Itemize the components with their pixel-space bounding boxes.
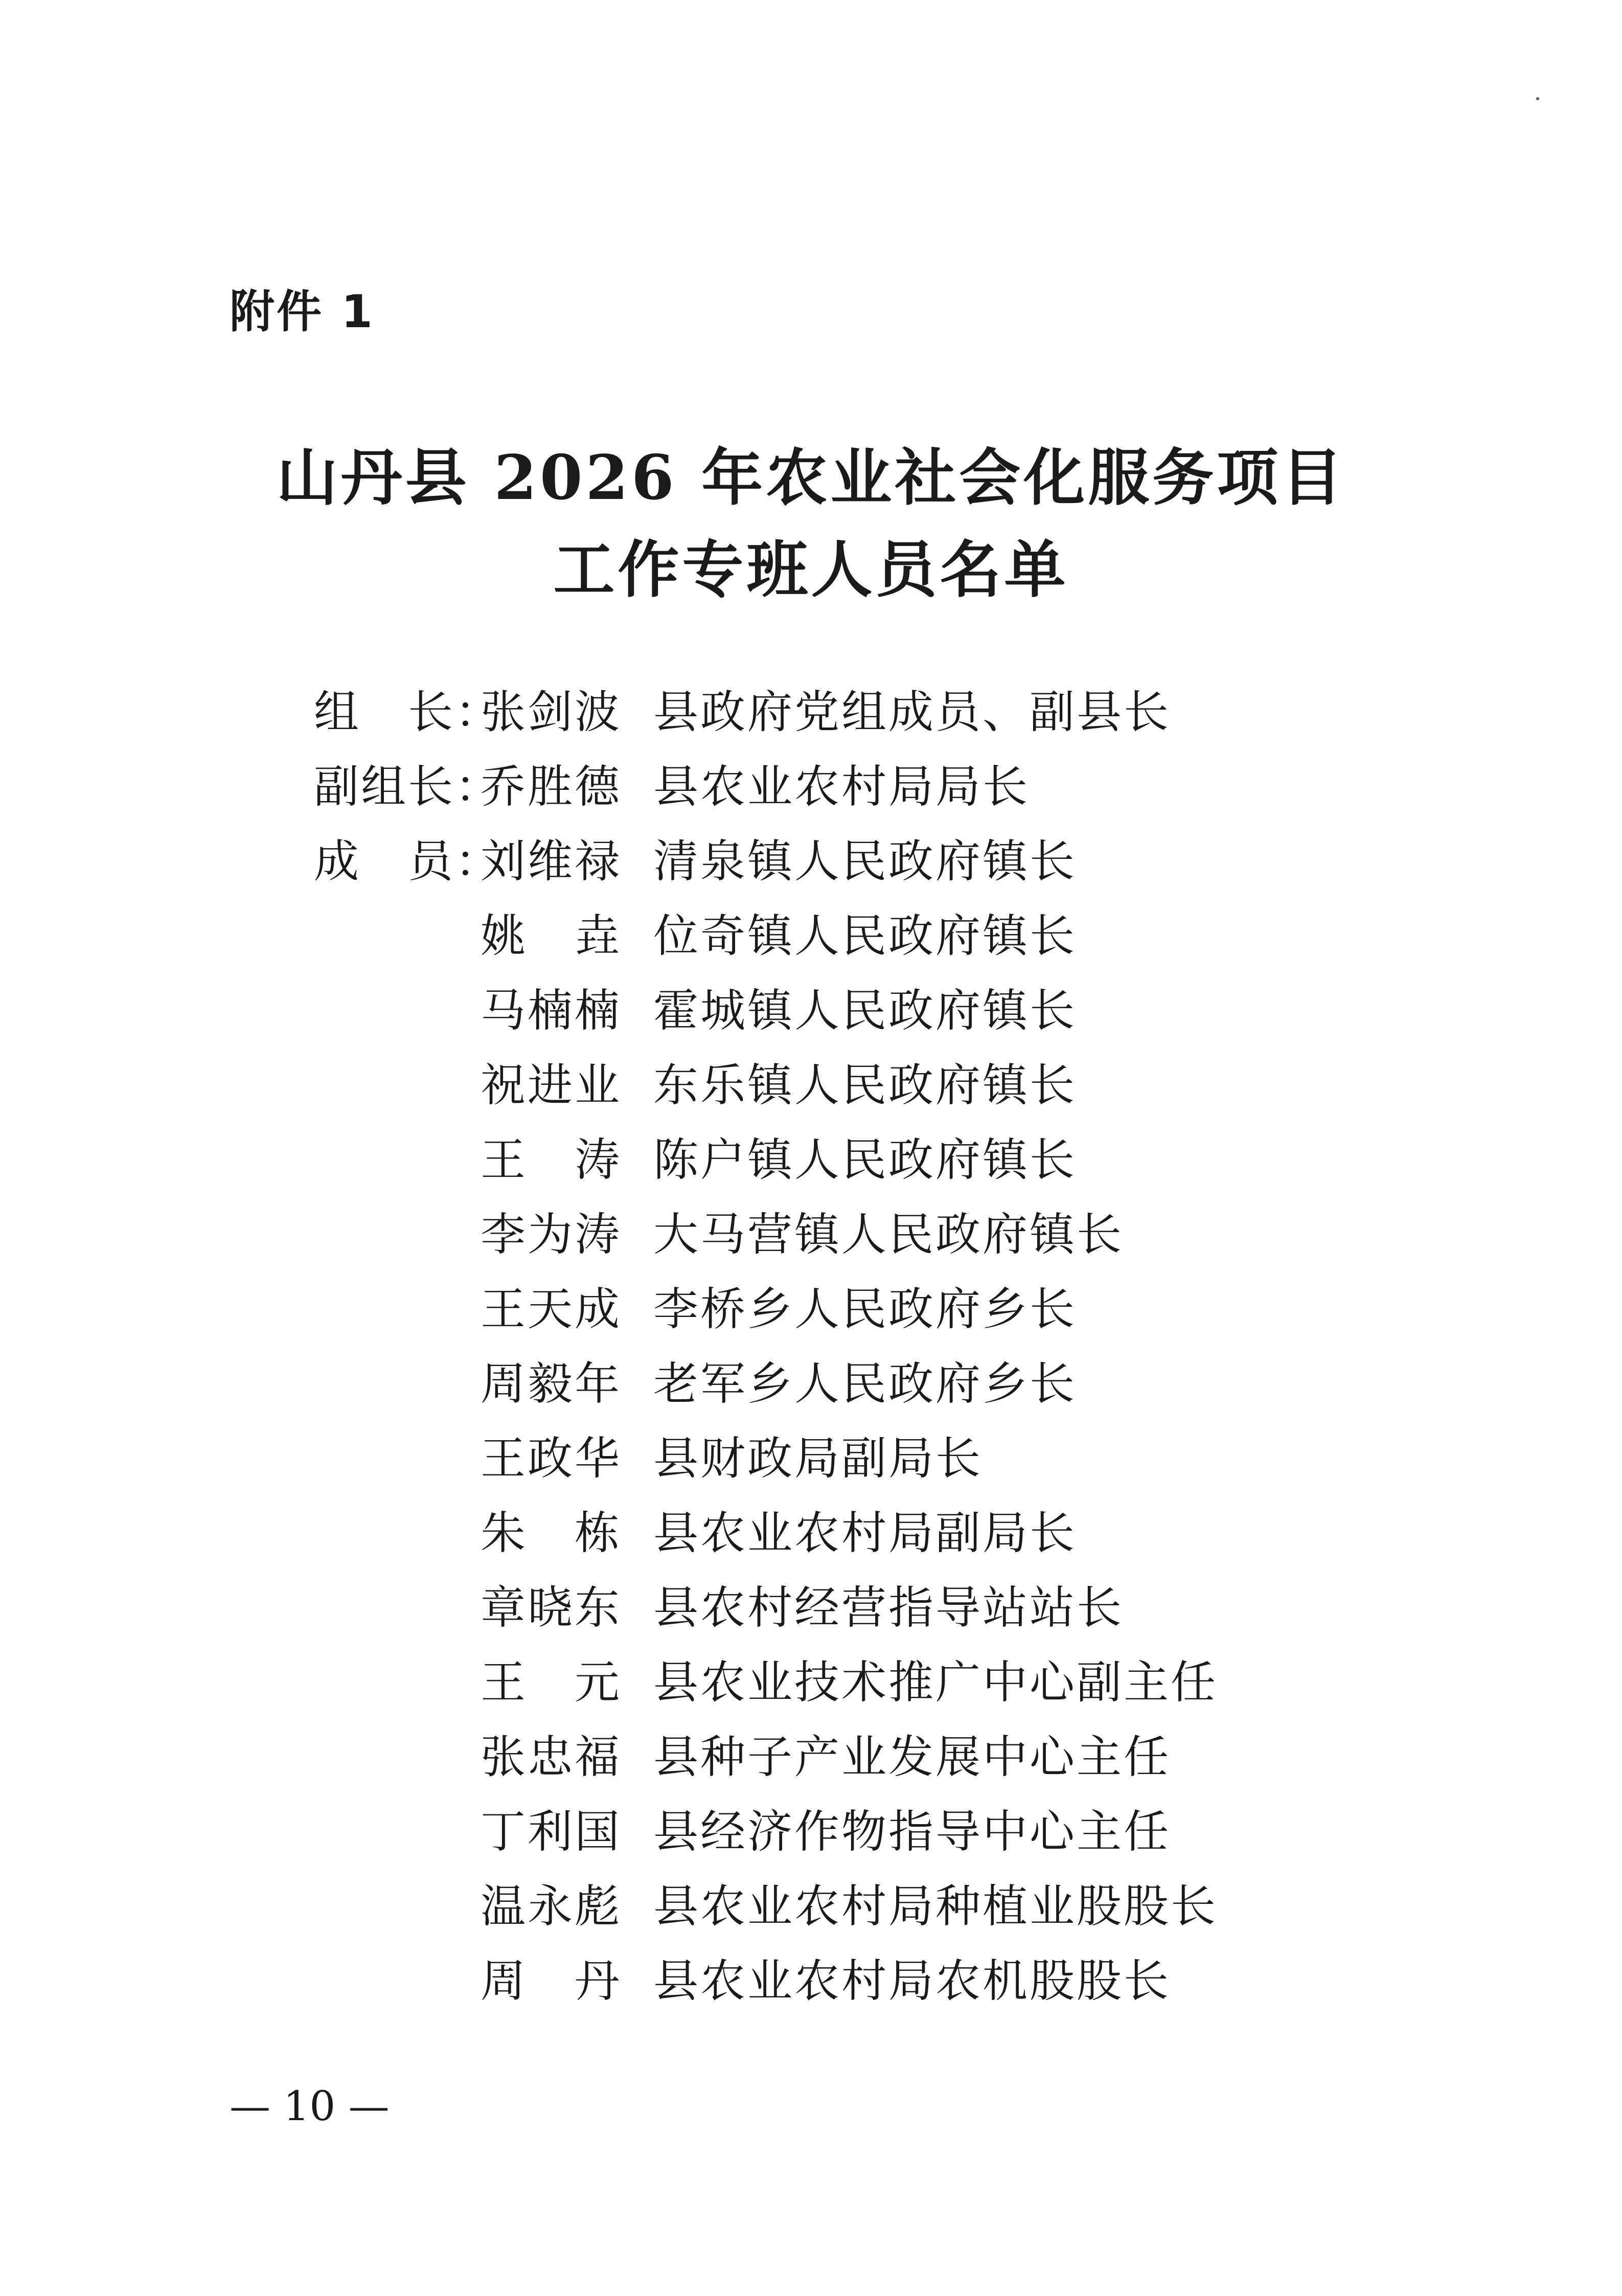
roster-row xyxy=(0,973,1622,1048)
roster-name: 姚 垚 xyxy=(481,910,622,962)
roster-position: 老军乡人民政府乡长 xyxy=(653,1357,1077,1410)
roster-row xyxy=(0,749,1622,824)
roster-row xyxy=(0,1048,1622,1123)
document-title-line-1: 山丹县 2026 年农业社会化服务项目 xyxy=(276,442,1346,514)
roster-name: 张忠福 xyxy=(481,1731,622,1783)
roster-name: 王 涛 xyxy=(481,1133,622,1186)
roster-position: 县农业技术推广中心副主任 xyxy=(653,1656,1218,1709)
roster-name: 章晓东 xyxy=(481,1581,622,1634)
roster-row xyxy=(0,1197,1622,1272)
roster-position: 清泉镇人民政府镇长 xyxy=(653,835,1077,888)
roster-position: 县农村经营指导站站长 xyxy=(653,1581,1124,1634)
roster-position: 县农业农村局农机股股长 xyxy=(653,1954,1171,2007)
roster-row xyxy=(0,1720,1622,1794)
roster-position: 李桥乡人民政府乡长 xyxy=(653,1283,1077,1335)
roster-role: 成 员： xyxy=(314,835,502,888)
roster-row xyxy=(0,1869,1622,1944)
roster-name: 周毅年 xyxy=(481,1357,622,1410)
roster-name: 祝进业 xyxy=(481,1059,622,1111)
roster-position: 位奇镇人民政府镇长 xyxy=(653,910,1077,962)
roster-row xyxy=(0,1123,1622,1197)
roster-position: 县种子产业发展中心主任 xyxy=(653,1731,1171,1783)
roster-position: 陈户镇人民政府镇长 xyxy=(653,1133,1077,1186)
roster-name: 温永彪 xyxy=(481,1880,622,1933)
scan-artifact-dot xyxy=(1536,97,1539,100)
roster-row xyxy=(0,899,1622,973)
roster-row xyxy=(0,824,1622,899)
roster-row xyxy=(0,1272,1622,1347)
roster-position: 县农业农村局副局长 xyxy=(653,1507,1077,1559)
roster-position: 县财政局副局长 xyxy=(653,1432,983,1485)
roster-position: 县农业农村局种植业股股长 xyxy=(653,1880,1218,1933)
roster-row xyxy=(0,1421,1622,1496)
roster-name: 王政华 xyxy=(481,1432,622,1485)
roster-name: 马楠楠 xyxy=(481,984,622,1037)
roster-name: 张剑波 xyxy=(481,686,622,738)
roster-position: 县政府党组成员、副县长 xyxy=(653,686,1171,738)
roster-row xyxy=(0,1794,1622,1869)
roster-role: 副组长： xyxy=(314,760,502,813)
page-number: — 10 — xyxy=(230,2082,390,2130)
document-title-line-2: 工作专班人员名单 xyxy=(553,534,1069,606)
roster-position: 大马营镇人民政府镇长 xyxy=(653,1208,1124,1261)
roster-name: 王 元 xyxy=(481,1656,622,1709)
roster-position: 东乐镇人民政府镇长 xyxy=(653,1059,1077,1111)
roster-name: 周 丹 xyxy=(481,1954,622,2007)
attachment-label: 附件 1 xyxy=(230,285,375,338)
roster-name: 刘维禄 xyxy=(481,835,622,888)
roster-row xyxy=(0,1571,1622,1645)
roster-position: 县经济作物指导中心主任 xyxy=(653,1805,1171,1858)
roster-name: 王天成 xyxy=(481,1283,622,1335)
roster-name: 乔胜德 xyxy=(481,760,622,813)
roster-name: 朱 栋 xyxy=(481,1507,622,1559)
roster-name: 丁利国 xyxy=(481,1805,622,1858)
roster-row xyxy=(0,675,1622,749)
roster-name: 李为涛 xyxy=(481,1208,622,1261)
roster-position: 县农业农村局局长 xyxy=(653,760,1030,813)
roster-row xyxy=(0,1496,1622,1571)
roster-row xyxy=(0,1944,1622,2018)
roster-row xyxy=(0,1347,1622,1421)
roster-position: 霍城镇人民政府镇长 xyxy=(653,984,1077,1037)
roster-role: 组 长： xyxy=(314,686,502,738)
roster-row xyxy=(0,1645,1622,1720)
